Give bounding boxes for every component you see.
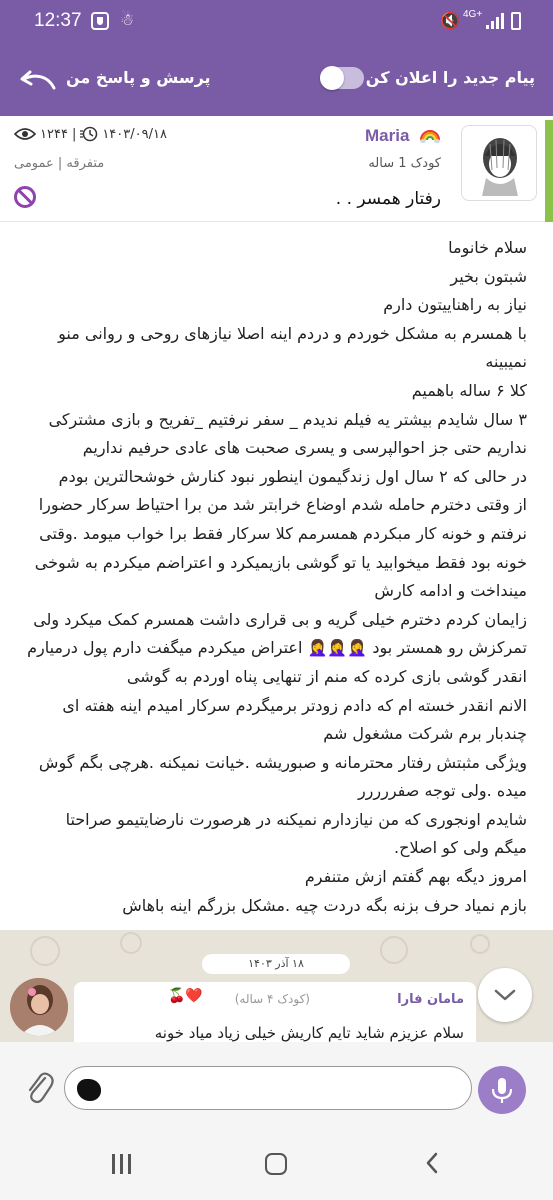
doodle-shape — [30, 936, 60, 966]
notification-icon: ☃ — [120, 10, 135, 29]
body-line: تمرکزش رو همستر بود 🤦‍♀️🤦‍♀️🤦‍♀️ اعتراض میکردم میگفت دارم پول درمیارم — [27, 638, 527, 658]
message-input[interactable] — [64, 1066, 472, 1110]
question-body — [17, 234, 527, 920]
question-date: ۱۴۰۳/۰۹/۱۸ — [102, 126, 167, 142]
reply-hearts: 🍒❤️ — [168, 988, 203, 1004]
meta-divider: | — [71, 126, 77, 142]
body-line: چندبار برم شرکت مشغول شم — [323, 724, 527, 744]
notify-label: پیام جدید را اعلان کن — [365, 68, 535, 87]
eye-icon — [14, 127, 36, 141]
recent-apps-icon[interactable] — [112, 1154, 134, 1174]
body-line: انقدر گوشی بازی کرده که منم از تنهایی پناه اوردم به گوشی — [126, 666, 527, 686]
body-line: شبتون بخیر — [450, 266, 527, 286]
date-separator: ۱۸ آذر ۱۴۰۳ — [202, 954, 350, 974]
message-input-bar — [0, 1042, 553, 1132]
body-line: بازم نمیاد حرف بزنه بگه دردت چیه .مشکل بزرگم اینه باهاش — [122, 895, 527, 915]
mute-icon: 🔇 — [440, 11, 460, 30]
block-icon[interactable] — [14, 186, 36, 208]
body-line: میگم ولی کو اصلاح. — [394, 838, 527, 858]
chevron-down-icon — [493, 987, 517, 1003]
body-line: نداریم حتی جز احوالپرسی و یسری صحبت های عادی حرفیم نداریم — [82, 438, 527, 458]
card-accent-bar — [545, 120, 553, 222]
doodle-shape — [120, 932, 142, 954]
back-icon[interactable] — [424, 1152, 440, 1174]
rainbow-icon — [419, 124, 441, 146]
author-avatar[interactable] — [461, 125, 537, 201]
scroll-down-button[interactable] — [478, 968, 532, 1022]
my-qa-link[interactable]: پرسش و پاسخ من — [66, 68, 211, 87]
microphone-icon — [478, 1066, 526, 1114]
status-bar — [0, 0, 553, 44]
shield-icon — [91, 12, 109, 30]
body-line: نرفتم و خونه کار مبکردم همسرمم کلا سرکار فقط برا خواب میومد .وقتی — [39, 523, 527, 543]
mic-button[interactable] — [478, 1066, 526, 1114]
back-arrow-icon[interactable] — [18, 68, 58, 92]
body-line: سلام خانوما — [448, 238, 527, 257]
default-avatar-icon — [462, 126, 537, 201]
body-line: با همسرم به مشکل خوردم و دردم اینه اصلا نیازهای روحی و روانی منو — [58, 323, 527, 343]
battery-icon — [511, 12, 521, 30]
reply-author[interactable]: مامان فارا — [397, 992, 464, 1007]
body-line: ویژگی مثبتش رفتار محترمانه و صبوریشه .خیانت نمیکنه .هرچی بگم گوش — [38, 752, 527, 772]
status-time: 12:37 — [34, 10, 82, 31]
network-indicator: 4G+ — [463, 9, 483, 20]
attachment-icon[interactable] — [24, 1068, 54, 1108]
body-line: خونه بود فقط میخوابید یا تو گوشی بازیمیکرد و اعتراضم میکردم به شوخی — [34, 552, 527, 572]
doodle-shape — [470, 934, 490, 954]
app-header — [0, 44, 553, 116]
body-line: مینداخت و ادامه کارش — [374, 581, 527, 601]
question-card — [0, 116, 553, 222]
home-icon[interactable] — [265, 1153, 287, 1175]
notify-toggle[interactable] — [320, 67, 364, 89]
view-count: ۱۲۴۴ — [40, 126, 68, 142]
body-line: نمیبینه — [485, 352, 527, 372]
reply-child-age: (کودک ۴ ساله) — [234, 992, 310, 1006]
author-name[interactable]: Maria — [365, 126, 410, 145]
body-line: زایمان کردم دخترم خیلی گریه و بی قراری داشت همسرم کمک میکرد ولی — [33, 609, 527, 629]
body-line: از وقتی دخترم حامله شدم اوضاع خرابتر شد من برا احتیاط سرکار حضورا — [38, 495, 527, 515]
doodle-shape — [380, 936, 408, 964]
reply-text: سلام عزیزم شاید تایم کاریش خیلی زیاد میاد خونه — [154, 1024, 464, 1042]
sticker-icon[interactable] — [77, 1079, 101, 1101]
clock-icon — [80, 126, 98, 142]
question-title: رفتار همسر . . — [335, 189, 441, 209]
body-line: شایدم اونجوری که من نیازدارم نمیکنه در هرصورت نارضایتیمو صراحتا — [65, 809, 527, 829]
body-line: در حالی که ۲ سال اول زندگیمون اینطور نبود کنارش خوشحالترین بودم — [58, 466, 527, 486]
reply-avatar[interactable] — [10, 978, 68, 1036]
body-line: الانم انقدر خسته ام که دادم زودتر برمیگردم سرکار امیدم اینه هفته ای — [62, 695, 527, 715]
avatar-photo — [10, 978, 68, 1036]
signal-icon — [486, 13, 506, 29]
body-line: میده .ولی توجه صفررررر — [357, 781, 527, 801]
question-category: متفرقه | عمومی — [14, 156, 105, 171]
body-line: ۳ سال شایدم بیشتر یه فیلم ندیدم _ سفر نرفتیم _تفریح و بازی مشترکی — [48, 409, 527, 429]
chat-area — [0, 930, 553, 1042]
child-age: کودک 1 ساله — [368, 156, 441, 171]
body-line: امروز دیگه بهم گفتم ازش متنفرم — [304, 867, 527, 887]
body-line: نیاز به راهناییتون دارم — [383, 295, 527, 315]
question-meta — [14, 126, 167, 142]
system-nav-bar — [0, 1132, 553, 1200]
body-line: کلا ۶ ساله باهمیم — [411, 380, 527, 400]
reply-message[interactable] — [74, 982, 476, 1042]
toggle-knob — [320, 66, 344, 90]
